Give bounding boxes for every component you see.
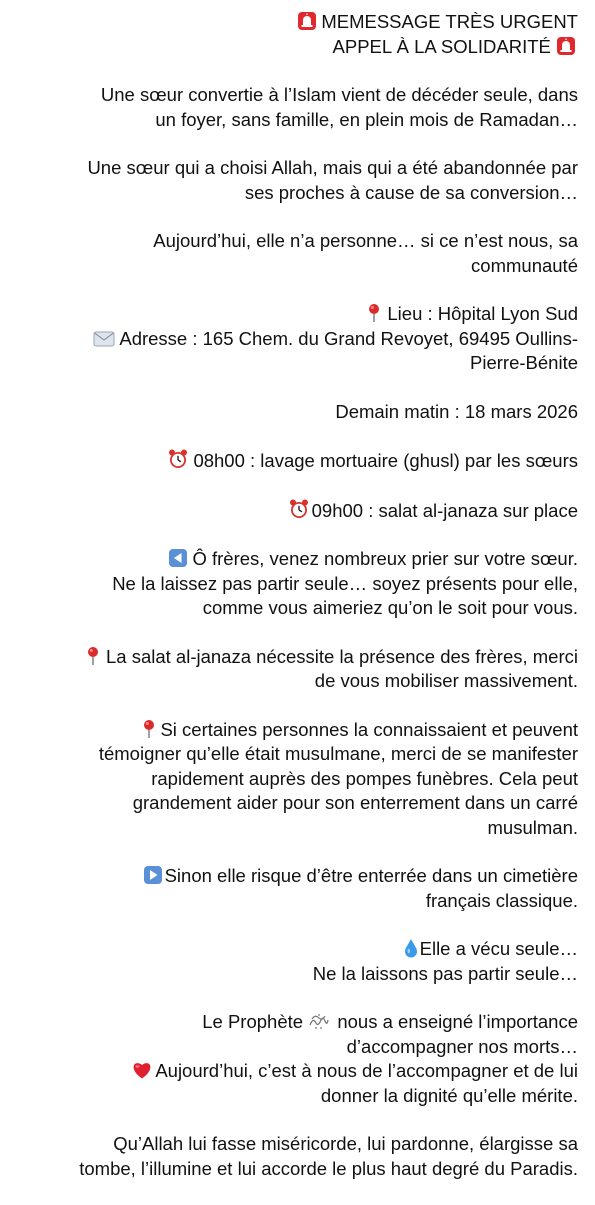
text-line: grandement aider pour son enterrement dans un carré: [132, 792, 578, 813]
paragraph-abandoned: [0, 156, 578, 205]
paragraph-convert: [0, 83, 578, 132]
pin-icon: [140, 719, 158, 739]
envelope-icon: [93, 330, 115, 348]
message-body: [0, 10, 578, 1205]
paragraph-alone: [0, 937, 578, 986]
paragraph-dua: [0, 1132, 578, 1181]
date-line: Demain matin : 18 mars 2026: [335, 400, 578, 422]
text-line: de vous mobiliser massivement.: [314, 670, 578, 691]
text-line: Ne la laissez pas partir seule… soyez présents pour elle,: [112, 572, 578, 594]
text-line: donner la dignité qu’elle mérite.: [320, 1084, 578, 1106]
paragraph-otherwise: [0, 864, 578, 913]
title-line-1: MEMESSAGE TRÈS URGENT: [321, 11, 578, 32]
text-line: nous a enseigné l’importance: [337, 1011, 578, 1032]
text-line: un foyer, sans famille, en plein mois de Ramadan…: [155, 108, 578, 130]
paragraph-witness: [0, 718, 578, 841]
text-line: Ne la laissons pas partir seule…: [312, 962, 578, 984]
paragraph-presence: [0, 645, 578, 694]
pin-icon: [365, 303, 383, 323]
text-line: Sinon elle risque d’être enterrée dans un cimetière: [164, 865, 578, 886]
text-line: témoigner qu’elle était musulmane, merci de se manifester: [98, 743, 578, 764]
heart-icon: [131, 1060, 153, 1080]
text-line: Ô frères, venez nombreux prier sur votre sœur.: [192, 548, 578, 569]
title-line-2: APPEL À LA SOLIDARITÉ: [332, 35, 551, 57]
text-line: Une sœur convertie à l’Islam vient de décéder seule, dans: [100, 84, 578, 105]
salawat-icon: [308, 1011, 330, 1031]
text-line: musulman.: [487, 816, 578, 838]
location-place: Lieu : Hôpital Lyon Sud: [387, 303, 578, 324]
schedule-janaza: [0, 498, 578, 524]
text-line: Aujourd’hui, c’est à nous de l’accompagner et de lui: [155, 1060, 578, 1081]
location-address-line-1: Adresse : 165 Chem. du Grand Revoyet, 69495 Oullins-: [119, 327, 578, 349]
siren-icon: [556, 36, 576, 56]
droplet-icon: [404, 938, 418, 958]
text-line: ses proches à cause de sa conversion…: [244, 181, 578, 203]
text-line: français classique.: [425, 889, 578, 911]
date-block: [0, 400, 578, 425]
text-line: Si certaines personnes la connaissaient et peuvent: [160, 718, 578, 740]
alarm-clock-icon: [167, 448, 189, 470]
text-line: tombe, l’illumine et lui accorde le plus haut degré du Paradis.: [79, 1157, 578, 1179]
alarm-clock-icon: [288, 498, 310, 520]
paragraph-call-brothers: [0, 547, 578, 621]
text-line: Une sœur qui a choisi Allah, mais qui a été abandonnée par: [87, 157, 578, 178]
schedule-ghusl: [0, 448, 578, 474]
schedule-janaza-text: 09h00 : salat al-janaza sur place: [311, 499, 578, 521]
text-line: Qu’Allah lui fasse miséricorde, lui pardonne, élargisse sa: [113, 1133, 578, 1154]
text-line: Aujourd’hui, elle n’a personne… si ce n’est nous, sa: [153, 230, 578, 251]
location-block: [0, 302, 578, 376]
reverse-button-icon: [168, 548, 188, 568]
paragraph-prophet: [0, 1010, 578, 1108]
schedule-ghusl-text: 08h00 : lavage mortuaire (ghusl) par les sœurs: [193, 450, 578, 471]
pin-icon: [84, 646, 102, 666]
text-line: Le Prophète: [202, 1011, 304, 1032]
text-line: comme vous aimeriez qu’on le soit pour vous.: [202, 597, 578, 618]
text-line: Elle a vécu seule…: [419, 938, 578, 959]
siren-icon: [297, 11, 317, 31]
text-line: La salat al-janaza nécessite la présence des frères, merci: [106, 645, 578, 667]
text-line: d’accompagner nos morts…: [346, 1035, 578, 1057]
play-button-icon: [143, 865, 163, 885]
title-block: [0, 10, 578, 59]
paragraph-community: [0, 229, 578, 278]
text-line: communauté: [471, 254, 578, 276]
location-address-line-2: Pierre-Bénite: [470, 352, 578, 373]
text-line: rapidement auprès des pompes funèbres. Cela peut: [151, 767, 578, 789]
